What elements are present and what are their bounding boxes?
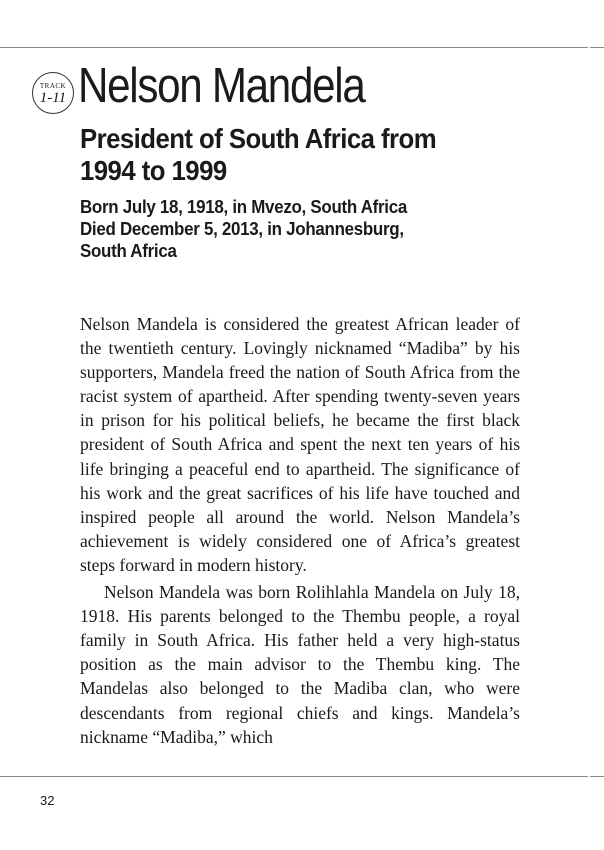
page-number: 32 bbox=[40, 793, 55, 808]
track-badge bbox=[32, 72, 74, 114]
born-line: Born July 18, 1918, in Mvezo, South Africa bbox=[80, 197, 407, 217]
bottom-rule bbox=[0, 776, 588, 777]
paragraph-2: Nelson Mandela was born Rolihlahla Mandela on July 18, 1918. His parents belonged to the Thembu people, a royal family in South Africa. His father held a very high-status position as the main advisor to the Thembu king. The Mandelas also belonged to the Madiba clan, who were descendants from regional chiefs and kings. Mandela’s nickname “Madiba,” which bbox=[80, 582, 520, 747]
body-text bbox=[80, 312, 520, 749]
top-rule-tick bbox=[590, 47, 604, 48]
top-rule bbox=[0, 47, 588, 48]
life-dates bbox=[80, 196, 475, 262]
paragraph-1: Nelson Mandela is considered the greatest African leader of the twentieth century. Lovingly nicknamed “Madiba” by his supporters, Mandela freed the nation of South Africa from the racist system of apartheid. After spending twenty-seven years in prison for his political beliefs, he became the first black president of South Africa and spent the next ten years of his life bringing a peaceful end to apartheid. The significance of his work and the great sacrifices of his life have touched and inspired people all around the world. Nelson Mandela’s achievement is widely considered one of Africa’s greatest steps forward in modern history. bbox=[80, 314, 520, 575]
page-title: Nelson Mandela bbox=[78, 59, 365, 113]
track-number: 1-11 bbox=[39, 89, 67, 106]
bottom-rule-tick bbox=[590, 776, 604, 777]
died-line-2: South Africa bbox=[80, 241, 177, 261]
track-label: TRACK bbox=[39, 81, 67, 90]
page-subtitle: President of South Africa from 1994 to 1999 bbox=[80, 123, 437, 186]
died-line-1: Died December 5, 2013, in Johannesburg, bbox=[80, 219, 404, 239]
